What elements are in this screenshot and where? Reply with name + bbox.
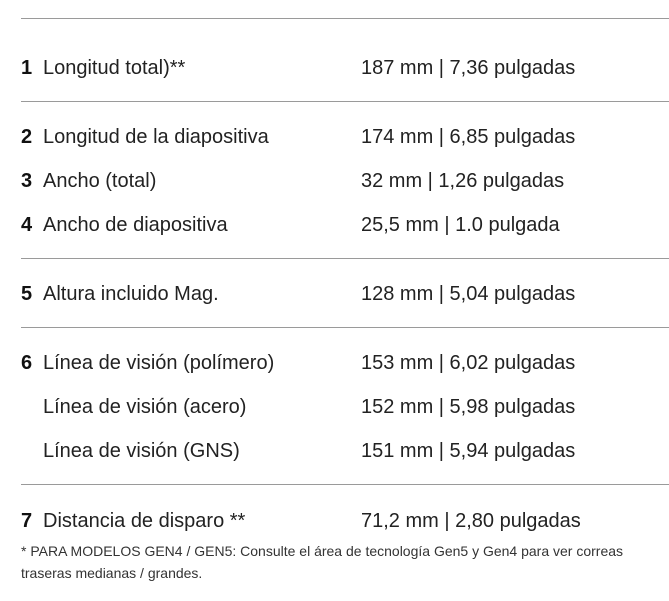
spec-number: 4 [21,214,33,236]
spec-label: Longitud total)** [43,57,186,79]
spec-number: 5 [21,283,33,305]
spec-row [21,213,669,257]
spec-label: Longitud de la diapositiva [43,126,269,148]
spec-label: Línea de visión (acero) [43,396,247,418]
spec-value: 174 mm | 6,85 pulgadas [361,126,576,148]
spec-number: 1 [21,57,33,79]
spec-value: 71,2 mm | 2,80 pulgadas [361,510,581,532]
spec-number: 7 [21,510,33,532]
spec-label: Línea de visión (polímero) [43,352,275,374]
spec-value: 152 mm | 5,98 pulgadas [361,396,576,418]
footnote: * PARA MODELOS GEN4 / GEN5: Consulte el área de tecnología Gen5 y Gen4 para ver correas traseras medianas / grandes. [21,543,624,581]
spec-number: 3 [21,170,33,192]
spec-row [21,56,669,100]
spec-row [21,125,669,169]
spec-label: Altura incluido Mag. [43,283,219,305]
spec-value: 128 mm | 5,04 pulgadas [361,283,576,305]
spec-row [21,351,669,395]
spec-group-3 [21,259,669,327]
spec-label: Línea de visión (GNS) [43,440,240,462]
spec-row [21,282,669,326]
spec-label: Ancho (total) [43,170,157,192]
spec-value: 25,5 mm | 1.0 pulgada [361,214,560,236]
spec-group-4 [21,328,669,484]
spec-number: 2 [21,126,33,148]
spec-label: Distancia de disparo ** [43,510,246,532]
spec-number: 6 [21,352,33,374]
spec-row [21,395,669,439]
spec-label: Ancho de diapositiva [43,214,228,236]
spec-row [21,169,669,213]
spec-row [21,439,669,483]
spec-group-1 [21,19,669,101]
spec-group-5 [21,485,669,539]
spec-value: 187 mm | 7,36 pulgadas [361,57,576,79]
spec-value: 153 mm | 6,02 pulgadas [361,352,576,374]
spec-group-2 [21,102,669,258]
spec-table [21,18,669,539]
spec-value: 32 mm | 1,26 pulgadas [361,170,565,192]
spec-value: 151 mm | 5,94 pulgadas [361,440,576,462]
